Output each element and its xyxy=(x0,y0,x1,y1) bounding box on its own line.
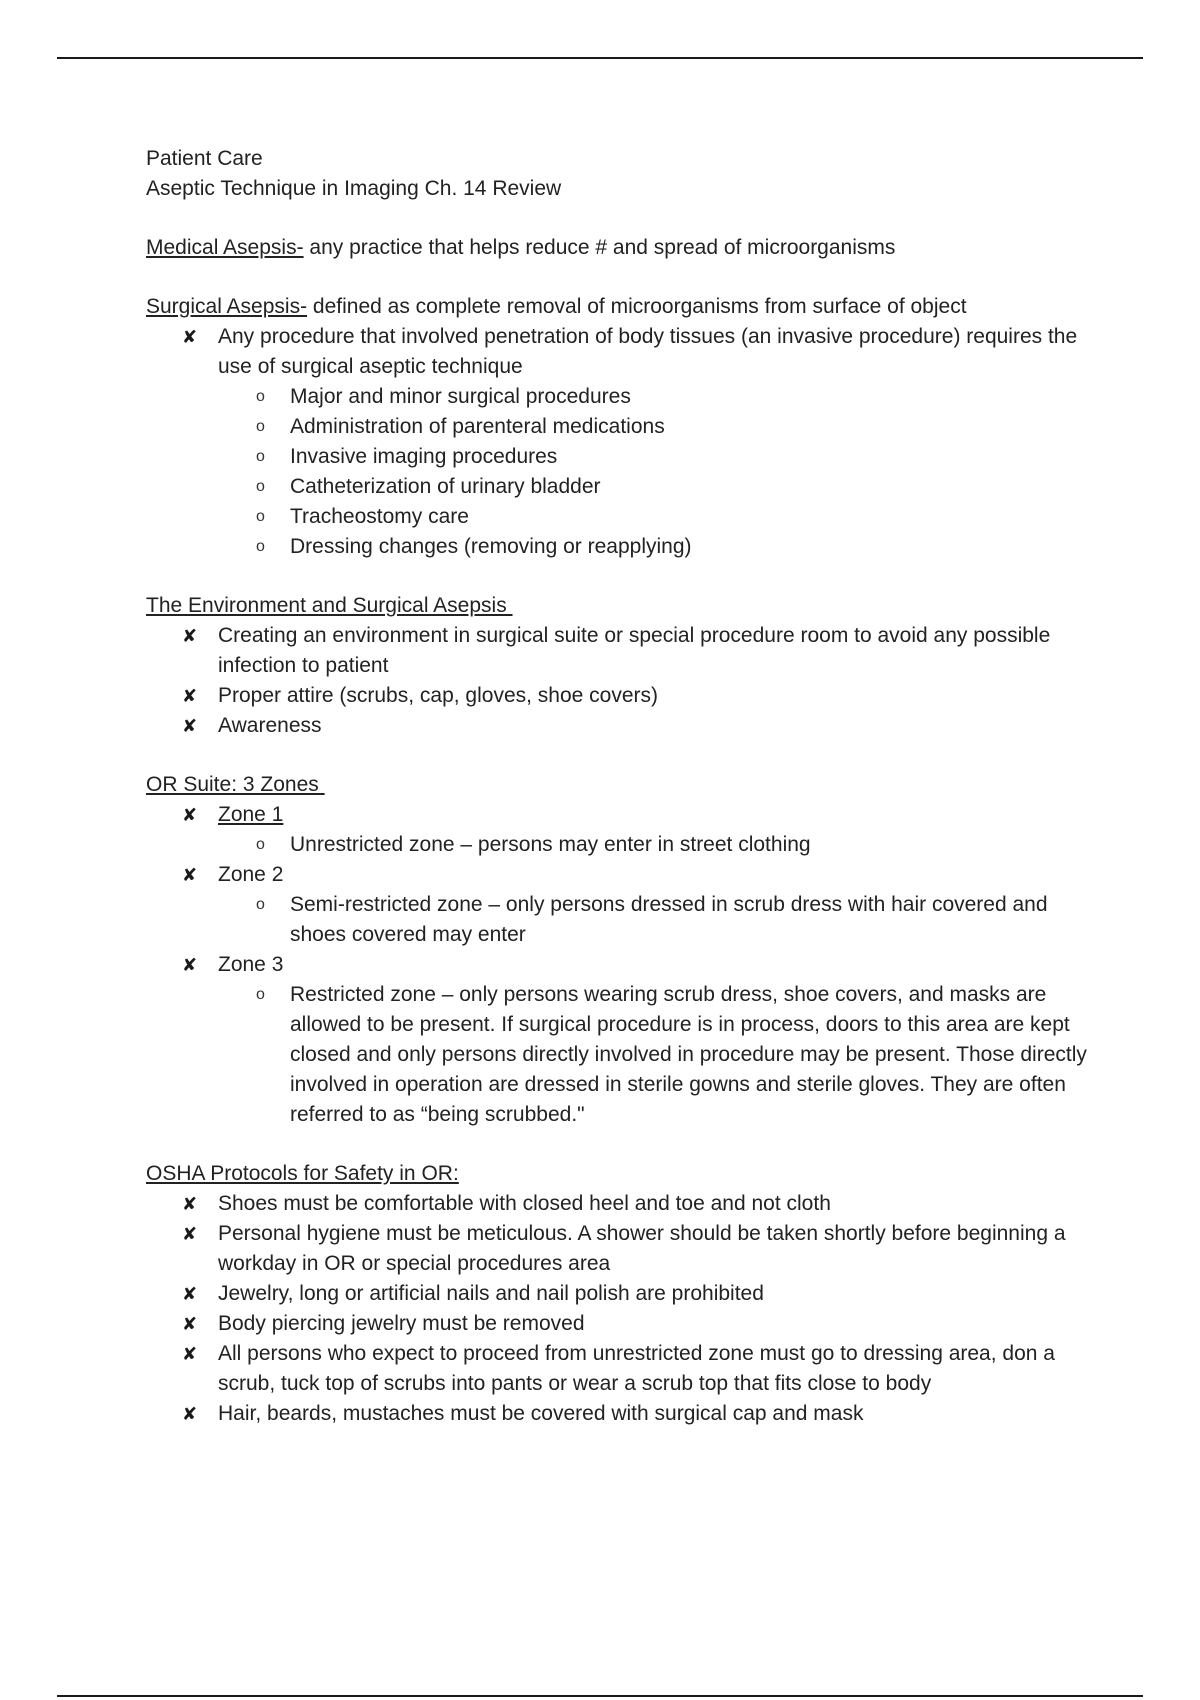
surgical-asepsis-definition: defined as complete removal of microorganisms from surface of object xyxy=(307,295,967,318)
zone-detail-list xyxy=(218,980,1096,1130)
list-item xyxy=(146,1189,1096,1219)
list-item xyxy=(146,681,1096,711)
cross-bullet-icon: ✘ xyxy=(182,865,198,885)
procedure-list xyxy=(218,382,1096,562)
list-item-text: Any procedure that involved penetration of body tissues (an invasive procedure) requires the use of surgical aseptic technique xyxy=(218,325,1078,378)
zone-label: Zone 2 xyxy=(218,863,284,886)
medical-asepsis-term: Medical Asepsis- xyxy=(146,236,304,259)
zone-detail-list xyxy=(218,890,1096,950)
list-item-text: Body piercing jewelry must be removed xyxy=(218,1312,585,1335)
list-item xyxy=(218,502,1096,532)
circle-bullet-icon: o xyxy=(256,448,265,465)
cross-bullet-icon: ✘ xyxy=(182,626,198,646)
list-item xyxy=(218,382,1096,412)
list-item-text: Administration of parenteral medications xyxy=(290,415,665,438)
course-title: Patient Care xyxy=(146,147,263,170)
list-item xyxy=(146,1339,1096,1399)
zone-label: Zone 3 xyxy=(218,953,284,976)
list-item xyxy=(146,800,1096,860)
cross-bullet-icon: ✘ xyxy=(182,1284,198,1304)
list-item-text: Jewelry, long or artificial nails and nail polish are prohibited xyxy=(218,1282,764,1305)
list-item xyxy=(146,1399,1096,1429)
list-item-text: Shoes must be comfortable with closed heel and toe and not cloth xyxy=(218,1192,831,1215)
list-item xyxy=(218,890,1096,950)
header-rule xyxy=(57,57,1143,59)
list-item xyxy=(146,711,1096,741)
zone-list xyxy=(146,800,1096,1130)
list-item xyxy=(218,412,1096,442)
cross-bullet-icon: ✘ xyxy=(182,805,198,825)
medical-asepsis-paragraph xyxy=(146,233,1096,263)
circle-bullet-icon: o xyxy=(256,418,265,435)
list-item-text: Hair, beards, mustaches must be covered with surgical cap and mask xyxy=(218,1402,864,1425)
cross-bullet-icon: ✘ xyxy=(182,1314,198,1334)
osha-list xyxy=(146,1189,1096,1429)
or-suite-heading: OR Suite: 3 Zones xyxy=(146,773,325,796)
list-item xyxy=(146,860,1096,950)
cross-bullet-icon: ✘ xyxy=(182,1194,198,1214)
zone-detail-list xyxy=(218,830,1096,860)
list-item xyxy=(146,1219,1096,1279)
list-item xyxy=(146,1309,1096,1339)
list-item xyxy=(146,621,1096,681)
osha-heading: OSHA Protocols for Safety in OR: xyxy=(146,1162,459,1185)
cross-bullet-icon: ✘ xyxy=(182,1404,198,1424)
zone-description: Unrestricted zone – persons may enter in street clothing xyxy=(290,833,811,856)
list-item-text: Dressing changes (removing or reapplying) xyxy=(290,535,692,558)
list-item xyxy=(218,442,1096,472)
list-item-text: Personal hygiene must be meticulous. A shower should be taken shortly before beginning a workday in OR or special procedures area xyxy=(218,1222,1066,1275)
list-item xyxy=(218,472,1096,502)
surgical-asepsis-paragraph xyxy=(146,292,1096,322)
circle-bullet-icon: o xyxy=(256,896,265,913)
list-item-text: Creating an environment in surgical suite or special procedure room to avoid any possible infection to patient xyxy=(218,624,1051,677)
list-item-text: Awareness xyxy=(218,714,322,737)
circle-bullet-icon: o xyxy=(256,836,265,853)
medical-asepsis-definition: any practice that helps reduce # and spread of microorganisms xyxy=(303,236,896,259)
environment-heading: The Environment and Surgical Asepsis xyxy=(146,594,513,617)
list-item xyxy=(146,1279,1096,1309)
circle-bullet-icon: o xyxy=(256,478,265,495)
surgical-asepsis-list xyxy=(146,322,1096,562)
cross-bullet-icon: ✘ xyxy=(182,955,198,975)
list-item-text: Catheterization of urinary bladder xyxy=(290,475,601,498)
zone-description: Semi-restricted zone – only persons dressed in scrub dress with hair covered and shoes covered may enter xyxy=(290,893,1048,946)
cross-bullet-icon: ✘ xyxy=(182,1224,198,1244)
list-item xyxy=(218,532,1096,562)
cross-bullet-icon: ✘ xyxy=(182,686,198,706)
circle-bullet-icon: o xyxy=(256,388,265,405)
list-item-text: Major and minor surgical procedures xyxy=(290,385,631,408)
list-item xyxy=(146,322,1096,562)
list-item-text: Proper attire (scrubs, cap, gloves, shoe covers) xyxy=(218,684,659,707)
circle-bullet-icon: o xyxy=(256,986,265,1003)
document-body xyxy=(146,144,1096,1429)
circle-bullet-icon: o xyxy=(256,538,265,555)
list-item-text: Invasive imaging procedures xyxy=(290,445,558,468)
list-item-text: Tracheostomy care xyxy=(290,505,469,528)
zone-label: Zone 1 xyxy=(218,803,284,826)
list-item-text: All persons who expect to proceed from unrestricted zone must go to dressing area, don a scrub, tuck top of scrubs into pants or wear a scrub top that fits close to body xyxy=(218,1342,1055,1395)
surgical-asepsis-term: Surgical Asepsis- xyxy=(146,295,308,318)
cross-bullet-icon: ✘ xyxy=(182,1344,198,1364)
list-item xyxy=(218,980,1096,1130)
list-item xyxy=(218,830,1096,860)
list-item xyxy=(146,950,1096,1130)
circle-bullet-icon: o xyxy=(256,508,265,525)
cross-bullet-icon: ✘ xyxy=(182,716,198,736)
document-subtitle: Aseptic Technique in Imaging Ch. 14 Review xyxy=(146,177,562,200)
zone-description: Restricted zone – only persons wearing scrub dress, shoe covers, and masks are allowed to be present. If surgical procedure is in process, doors to this area are kept closed and only persons directly involved in procedure may be present. Those directly involved in operation are dressed in sterile gowns and sterile gloves. They are often referred to as “being scrubbed." xyxy=(290,983,1087,1126)
cross-bullet-icon: ✘ xyxy=(182,327,198,347)
environment-list xyxy=(146,621,1096,741)
footer-rule xyxy=(57,1695,1143,1697)
